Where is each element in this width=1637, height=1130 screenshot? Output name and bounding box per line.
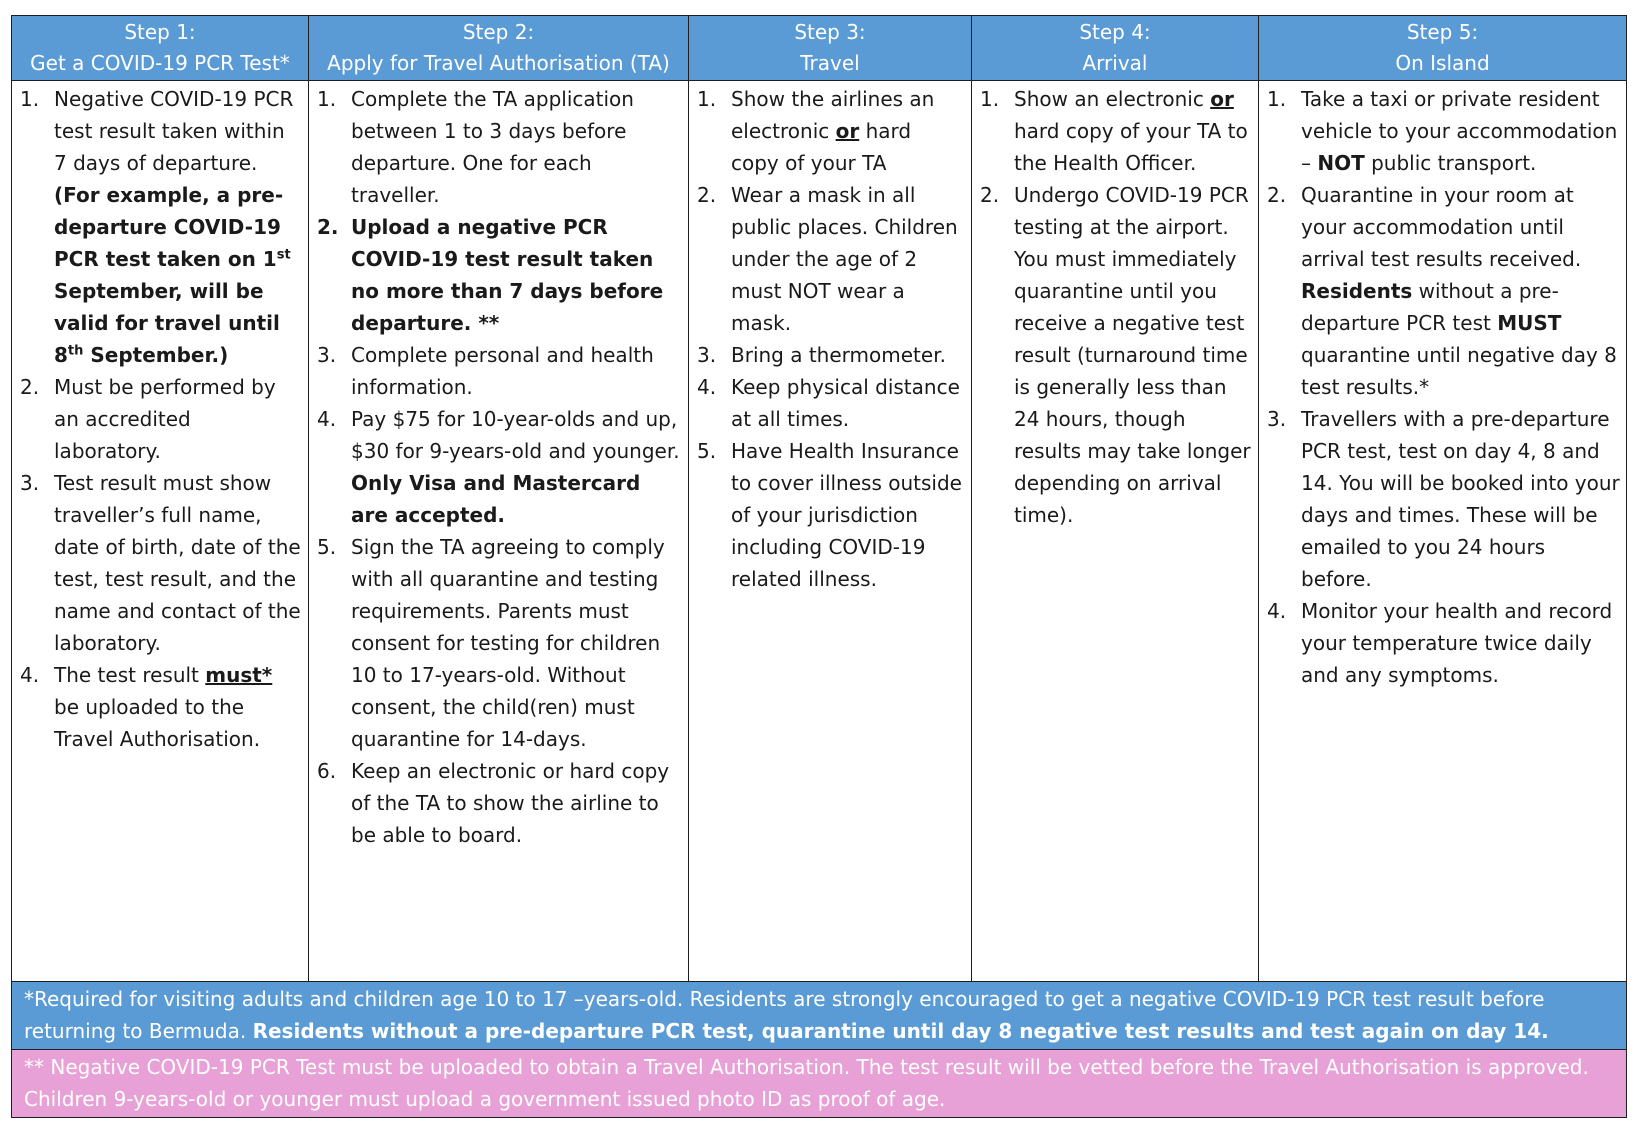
step-3-title: Step 3:: [794, 20, 866, 44]
list-item: 1. Show an electronic or hard copy of your TA to the Health Officer.: [980, 87, 1248, 175]
step-4-title: Step 4:: [1079, 20, 1151, 44]
step-3-subtitle: Travel: [800, 51, 860, 75]
step-2-list: [309, 81, 688, 851]
step-2-content: [309, 81, 689, 982]
step-3-list: [689, 81, 971, 595]
step-5-content: [1259, 81, 1627, 982]
footnote-1: *Required for visiting adults and children age 10 to 17 –years-old. Residents are strongly encouraged to get a negative COVID-19 PCR test result before returning to Bermuda. Residents without a pre-departure PCR test, quarantine until day 8 negative test results and test again on day 14.: [12, 982, 1627, 1050]
step-5-list: [1259, 81, 1626, 691]
list-item: 4. Keep physical distance at all times.: [697, 375, 960, 431]
list-item: 1. Complete the TA application between 1 to 3 days before departure. One for each traveller.: [317, 87, 634, 207]
step-2-subtitle: Apply for Travel Authorisation (TA): [327, 51, 670, 75]
step-5-subtitle: On Island: [1395, 51, 1490, 75]
list-item: 3. Test result must show traveller’s full name, date of birth, date of the test, test result, and the name and contact of the laboratory.: [20, 471, 301, 655]
list-item: 2. Upload a negative PCR COVID-19 test result taken no more than 7 days before departure. **: [317, 215, 664, 335]
list-item: 3. Complete personal and health information.: [317, 343, 654, 399]
footnote-1-row: [12, 982, 1627, 1050]
step-1-subtitle: Get a COVID-19 PCR Test*: [30, 51, 290, 75]
step-2-title: Step 2:: [462, 20, 535, 44]
step-1-content: [12, 81, 309, 982]
footnote-2-row: [12, 1050, 1627, 1118]
step-3-header: [689, 16, 972, 81]
footnote-2: ** Negative COVID-19 PCR Test must be uploaded to obtain a Travel Authorisation. The test result will be vetted before the Travel Authorisation is approved. Children 9-years-old or younger must upload a government issued photo ID as proof of age.: [12, 1050, 1627, 1118]
list-item: 2. Quarantine in your room at your accommodation until arrival test results received. Residents without a pre-departure PCR test MUST quarantine until negative day 8 test results.*: [1267, 183, 1617, 399]
travel-steps-document: [11, 15, 1626, 1118]
step-4-list: [972, 81, 1258, 531]
list-item: 4. Pay $75 for 10-year-olds and up, $30 for 9-years-old and younger. Only Visa and Mastercard are accepted.: [317, 407, 680, 527]
steps-table: [11, 15, 1627, 1118]
header-row: [12, 16, 1627, 81]
list-item: 6. Keep an electronic or hard copy of the TA to show the airline to be able to board.: [317, 759, 670, 847]
step-2-header: [309, 16, 689, 81]
list-item: 5. Have Health Insurance to cover illness outside of your jurisdiction including COVID-19 related illness.: [697, 439, 962, 591]
list-item: 3. Bring a thermometer.: [697, 343, 946, 367]
list-item: 2. Undergo COVID-19 PCR testing at the airport. You must immediately quarantine until you receive a negative test result (turnaround time is generally less than 24 hours, though results may take longer depending on arrival time).: [980, 183, 1251, 527]
step-3-content: [689, 81, 972, 982]
list-item: 1. Show the airlines an electronic or hard copy of your TA: [697, 87, 935, 175]
step-4-content: [972, 81, 1259, 982]
list-item: 3. Travellers with a pre-departure PCR test, test on day 4, 8 and 14. You will be booked into your days and times. These will be emailed to you 24 hours before.: [1267, 407, 1620, 591]
list-item: 4. Monitor your health and record your temperature twice daily and any symptoms.: [1267, 599, 1613, 687]
list-item: 1. Negative COVID-19 PCR test result taken within 7 days of departure. (For example, a pre-departure COVID-19 PCR test taken on 1st September, will be valid for travel until 8th September.): [20, 87, 294, 367]
step-4-subtitle: Arrival: [1082, 51, 1148, 75]
step-5-title: Step 5:: [1406, 20, 1479, 44]
list-item: 5. Sign the TA agreeing to comply with all quarantine and testing requirements. Parents must consent for testing for children 10 to 17-years-old. Without consent, the child(ren) must quarantine for 14-days.: [317, 535, 665, 751]
step-1-title: Step 1:: [124, 20, 196, 44]
step-4-header: [972, 16, 1259, 81]
list-item: 4. The test result must* be uploaded to the Travel Authorisation.: [20, 663, 273, 751]
list-item: 2. Must be performed by an accredited laboratory.: [20, 375, 276, 463]
content-row: [12, 81, 1627, 982]
step-1-header: [12, 16, 309, 81]
list-item: 1. Take a taxi or private resident vehicle to your accommodation – NOT public transport.: [1267, 87, 1618, 175]
step-5-header: [1259, 16, 1627, 81]
step-1-list: [12, 81, 308, 755]
list-item: 2. Wear a mask in all public places. Children under the age of 2 must NOT wear a mask.: [697, 183, 958, 335]
